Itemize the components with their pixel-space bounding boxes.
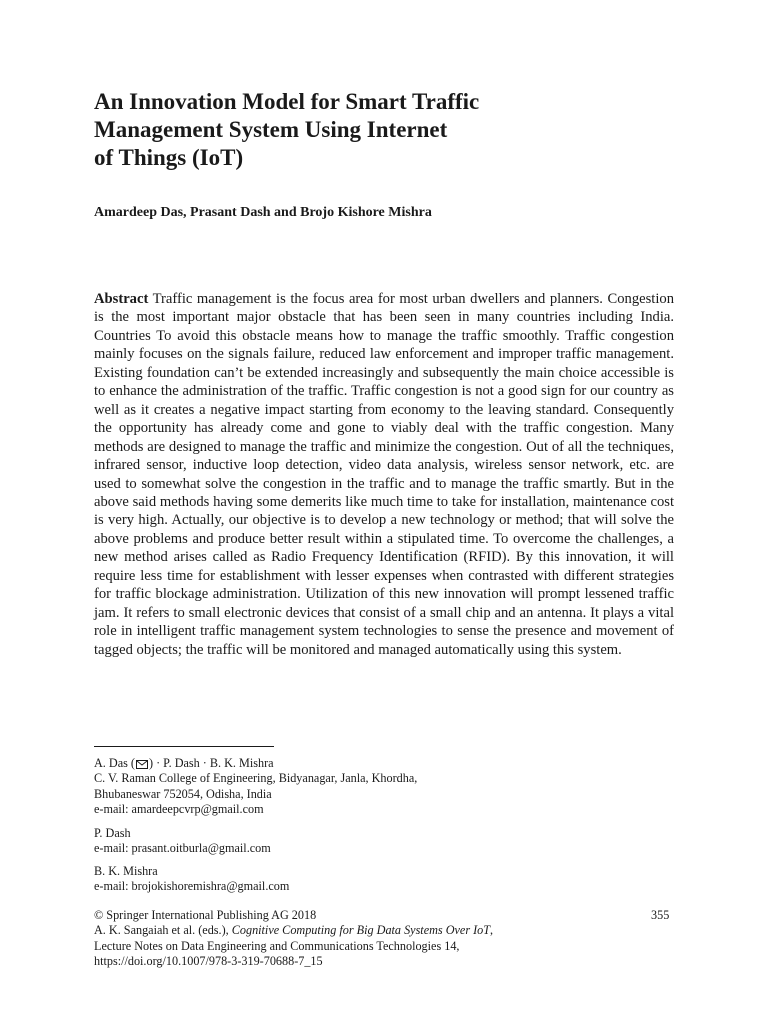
- das-email: e-mail: amardeepcvrp@gmail.com: [94, 802, 264, 817]
- editors-prefix: A. K. Sangaiah et al. (eds.),: [94, 923, 232, 938]
- abstract-text: Traffic management is the focus area for most urban dwellers and planners. Congestion is the most important major obstacle that has been seen in many countries including India. Countries To avoid this obstacle means how to manage the traffic smoothly. Traffic congestion mainly focuses on the signals failure, reduced law enforcement and improper traffic management. Existing foundation can’t be extended increasingly and subsequently the main choice accessible is to enhance the administration of the traffic. Traffic congestion is not a good sign for our country as well as it creates a negative impact starting from economy to the leaving standard. Consequently the opportunity has already come and gone to viably deal with the traffic congestion. Many methods are designed to manage the traffic and minimize the congestion. Out of all the techniques, infrared sensor, inductive loop detection, video data analysis, wireless sensor network, etc. are used to somewhat solve the congestion in the traffic and to manage the traffic smartly. But in the above said methods having some demerits like much time to take for installation, maintenance cost is very high. Actually, our objective is to develop a new technology or method; that will solve the above problems and produce better result within a stipulated time. To overcome the challenges, a new method arises called as Radio Frequency Identification (RFID). By this innovation, it will require less time for establishment with lesser expenses when contrasted with different strategies for traffic blockage administration. Utilization of this new innovation will prompt lessened traffic jam. It refers to small electronic devices that consist of a small chip and an antenna. It plays a vital role in intelligent traffic management system technologies to sense the presence and movement of tagged objects; the traffic will be monitored and managed automatically using this system.: [94, 291, 674, 658]
- abstract-label: Abstract: [94, 291, 149, 307]
- abstract: [94, 290, 674, 659]
- envelope-icon: [136, 760, 148, 769]
- first-author-name: A. Das: [94, 756, 128, 770]
- footnote-first-author: [94, 756, 417, 818]
- affiliation-line-2: Bhubaneswar 752054, Odisha, India: [94, 786, 272, 801]
- citation-line: [94, 923, 493, 938]
- mishra-name: B. K. Mishra: [94, 864, 158, 878]
- paper-title: [94, 88, 654, 172]
- footnote-author-line: A. Das ( ) · P. Dash · B. K. Mishra: [94, 756, 274, 770]
- title-line-1: An Innovation Model for Smart Traffic: [94, 89, 480, 114]
- affiliation-line-1: C. V. Raman College of Engineering, Bidyanagar, Janla, Khordha,: [94, 771, 418, 786]
- mishra-email: e-mail: brojokishoremishra@gmail.com: [94, 879, 290, 894]
- editors-suffix: ,: [490, 923, 494, 938]
- series-line: Lecture Notes on Data Engineering and Communications Technologies 14,: [94, 938, 460, 953]
- title-line-2: Management System Using Internet: [94, 117, 448, 142]
- book-title: Cognitive Computing for Big Data Systems Over IoT: [231, 923, 491, 938]
- footnote-mishra: [94, 864, 289, 895]
- first-authors-rest: · P. Dash · B. K. Mishra: [153, 756, 274, 770]
- dash-name: P. Dash: [94, 826, 131, 840]
- page-number: 355: [651, 908, 670, 922]
- dash-email: e-mail: prasant.oitburla@gmail.com: [94, 841, 271, 856]
- author-list: Amardeep Das, Prasant Dash and Brojo Kishore Mishra: [94, 205, 432, 220]
- doi-link[interactable]: https://doi.org/10.1007/978-3-319-70688-7_15: [94, 954, 323, 969]
- title-line-3: of Things (IoT): [94, 145, 244, 170]
- footnote-divider: [94, 746, 274, 747]
- copyright-line: © Springer International Publishing AG 2018: [94, 908, 317, 922]
- footnote-dash: [94, 826, 271, 857]
- publication-info: [94, 908, 493, 970]
